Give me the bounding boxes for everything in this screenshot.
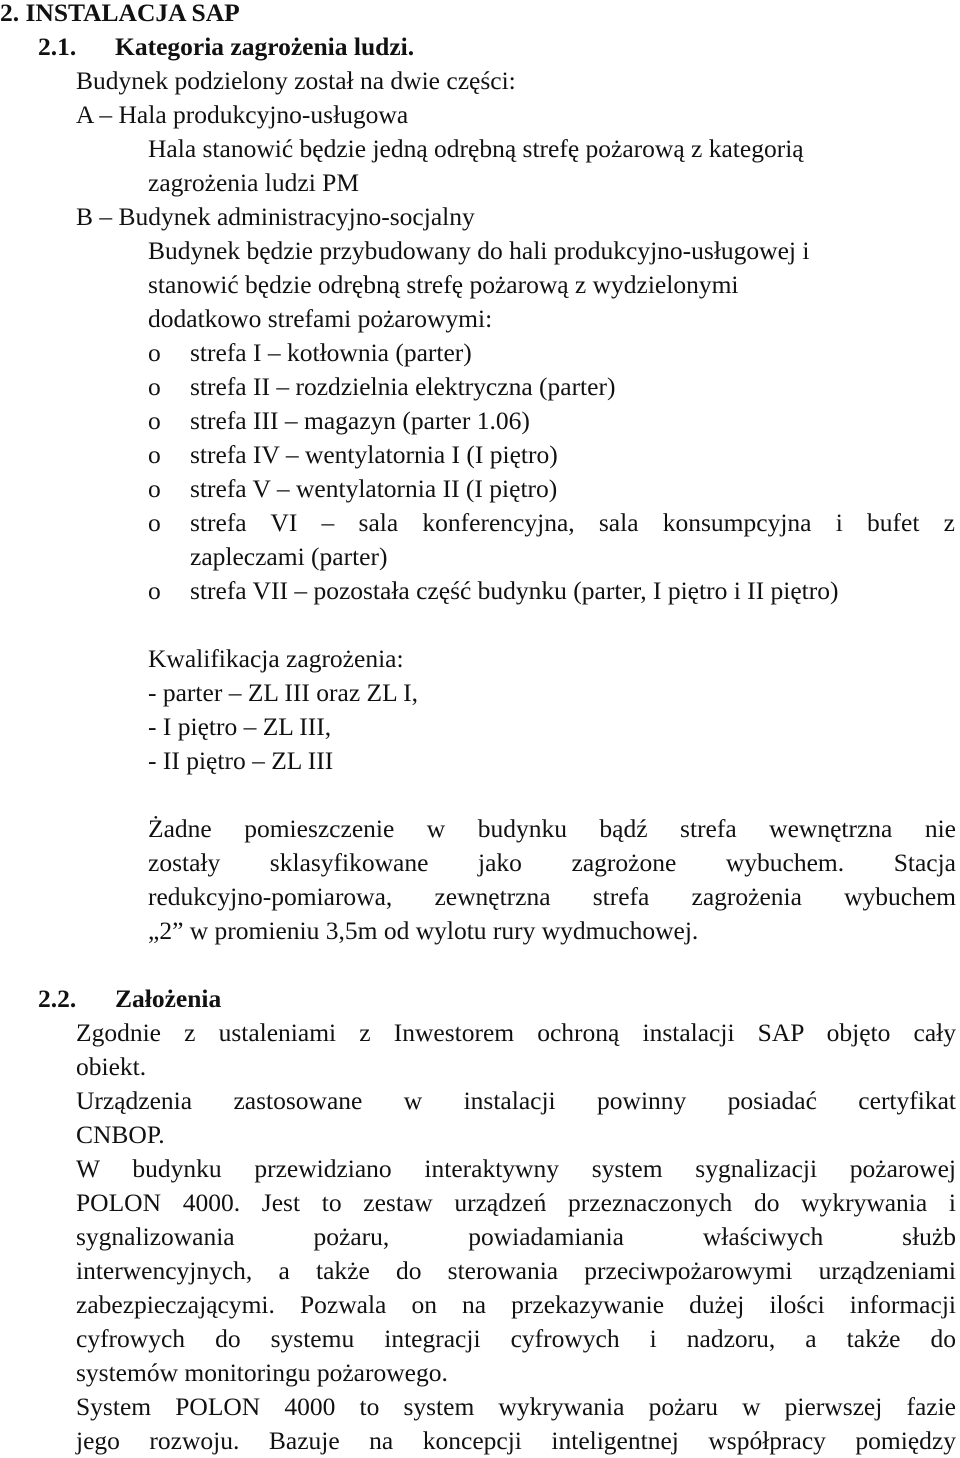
qualification-item: - parter – ZL III oraz ZL I,: [148, 678, 418, 707]
part-b-desc-2: stanowić będzie odrębną strefę pożarową z wydzielonymi: [148, 270, 739, 299]
bullet-icon: o: [148, 576, 161, 605]
assumption-line: System POLON 4000 to system wykrywania pożaru w pierwszej fazie: [76, 1392, 956, 1421]
assumption-line: POLON 4000. Jest to zestaw urządzeń przeznaczonych do wykrywania i: [76, 1188, 956, 1217]
intro-line: Budynek podzielony został na dwie części:: [76, 66, 516, 95]
part-a-desc-2: zagrożenia ludzi PM: [148, 168, 360, 197]
assumption-line: interwencyjnych, a także do sterowania przeciwpożarowymi urządzeniami: [76, 1256, 956, 1285]
bullet-icon: o: [148, 372, 161, 401]
assumption-line: W budynku przewidziano interaktywny system sygnalizacji pożarowej: [76, 1154, 956, 1183]
zone-text: strefa II – rozdzielnia elektryczna (parter): [190, 372, 616, 401]
assumption-line: cyfrowych do systemu integracji cyfrowych i nadzoru, a także do: [76, 1324, 956, 1353]
assumption-line: zabezpieczającymi. Pozwala on na przekazywanie dużej ilości informacji: [76, 1290, 956, 1319]
part-b-desc-3: dodatkowo strefami pożarowymi:: [148, 304, 493, 333]
assumption-line: systemów monitoringu pożarowego.: [76, 1358, 448, 1387]
zone-text: strefa VI – sala konferencyjna, sala konsumpcyjna i bufet z: [190, 508, 955, 537]
assumption-line: sygnalizowania pożaru, powiadamiania właściwych służb: [76, 1222, 956, 1251]
bullet-icon: o: [148, 406, 161, 435]
zone-text: strefa IV – wentylatornia I (I piętro): [190, 440, 558, 469]
part-a-desc-1: Hala stanowić będzie jedną odrębną strefę pożarową z kategorią: [148, 134, 804, 163]
assumption-line: Urządzenia zastosowane w instalacji powinny posiadać certyfikat: [76, 1086, 956, 1115]
subsection-number-2-2: 2.2.: [38, 984, 77, 1013]
bullet-icon: o: [148, 474, 161, 503]
subsection-title-2-1: Kategoria zagrożenia ludzi.: [115, 32, 415, 61]
explosion-paragraph-line: zostały sklasyfikowane jako zagrożone wybuchem. Stacja: [148, 848, 956, 877]
bullet-icon: o: [148, 338, 161, 367]
part-a-label: A – Hala produkcyjno-usługowa: [76, 100, 409, 129]
section-heading: 2. INSTALACJA SAP: [0, 0, 240, 27]
assumption-line: CNBOP.: [76, 1120, 165, 1149]
part-b-label: B – Budynek administracyjno-socjalny: [76, 202, 475, 231]
part-b-desc-1: Budynek będzie przybudowany do hali produkcyjno-usługowej i: [148, 236, 810, 265]
assumption-line: jego rozwoju. Bazuje na koncepcji inteligentnej współpracy pomiędzy: [76, 1426, 956, 1455]
zone-text: strefa VII – pozostała część budynku (parter, I piętro i II piętro): [190, 576, 839, 605]
qualification-item: - I piętro – ZL III,: [148, 712, 332, 741]
subsection-title-2-2: Założenia: [115, 984, 222, 1013]
bullet-icon: o: [148, 440, 161, 469]
explosion-paragraph-line: „2” w promieniu 3,5m od wylotu rury wydmuchowej.: [148, 916, 699, 945]
qualification-item: - II piętro – ZL III: [148, 746, 334, 775]
explosion-paragraph-line: redukcyjno-pomiarowa, zewnętrzna strefa zagrożenia wybuchem: [148, 882, 956, 911]
assumption-line: Zgodnie z ustaleniami z Inwestorem ochroną instalacji SAP objęto cały: [76, 1018, 956, 1047]
subsection-number-2-1: 2.1.: [38, 32, 77, 61]
assumption-line: obiekt.: [76, 1052, 147, 1081]
zone-text: strefa V – wentylatornia II (I piętro): [190, 474, 558, 503]
zone-text: strefa I – kotłownia (parter): [190, 338, 472, 367]
qualification-title: Kwalifikacja zagrożenia:: [148, 644, 404, 673]
explosion-paragraph-line: Żadne pomieszczenie w budynku bądź strefa wewnętrzna nie: [148, 814, 956, 843]
zone-text-continued: zapleczami (parter): [190, 542, 388, 571]
bullet-icon: o: [148, 508, 161, 537]
zone-text: strefa III – magazyn (parter 1.06): [190, 406, 530, 435]
